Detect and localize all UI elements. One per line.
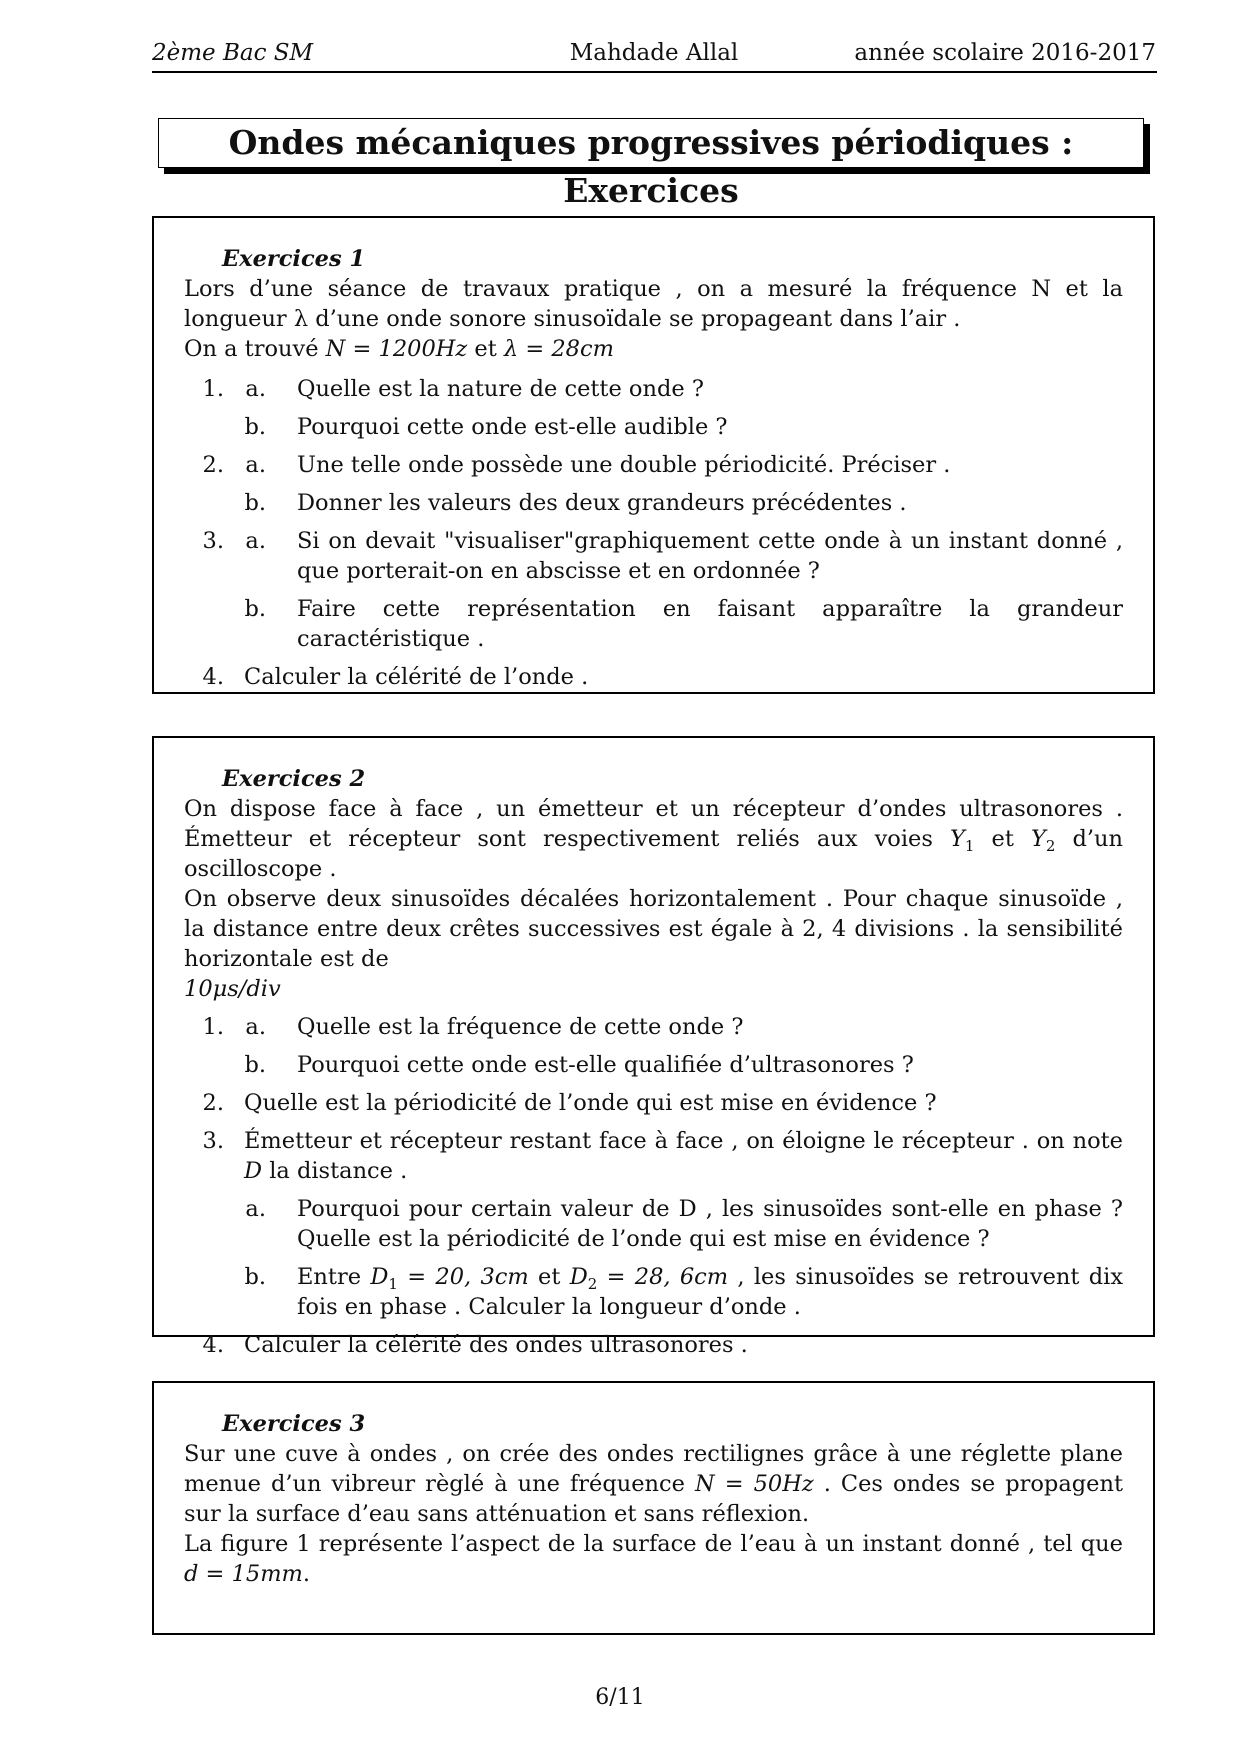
question-number: 2.	[202, 452, 224, 478]
sub-question-label: a.	[245, 452, 266, 478]
question-2b	[184, 488, 1123, 518]
exercise-3-figure-description	[184, 1529, 1123, 1589]
question-text-part: Émetteur et récepteur restant face à face , on éloigne le récepteur . on note	[244, 1128, 1123, 1154]
distance-d1-index: 1	[388, 1275, 398, 1293]
question-2	[184, 1088, 1123, 1118]
channel-y2-index: 2	[1045, 837, 1056, 855]
question-4	[184, 662, 1123, 692]
question-text-part: , les sinusoïdes se retrouvent dix fois en phase . Calculer la longueur d’onde .	[297, 1264, 1124, 1320]
distance-symbol: D	[244, 1158, 263, 1184]
sub-question-label: b.	[244, 414, 266, 440]
exercise-3-box	[152, 1381, 1155, 1635]
sub-question-label: a.	[245, 376, 266, 402]
wavelength-value: λ = 28cm	[503, 336, 614, 362]
question-text-part: la distance .	[262, 1158, 408, 1184]
question-number: 2.	[202, 1090, 224, 1116]
intro-end: d’un oscilloscope .	[184, 826, 1123, 882]
question-3a	[184, 1194, 1123, 1254]
header-rule	[152, 71, 1157, 73]
exercise-2-box	[152, 736, 1155, 1358]
channel-y1-index: 1	[964, 837, 975, 855]
question-1a	[184, 1012, 1123, 1042]
exercise-2-intro	[184, 794, 1123, 884]
header-year: année scolaire 2016-2017	[854, 40, 1156, 66]
question-text: Pourquoi pour certain valeur de D , les sinusoïdes sont-elle en phase ? Quelle est la périodicité de l’onde qui est mise en évidence ?	[297, 1196, 1123, 1252]
question-text: Pourquoi cette onde est-elle audible ?	[297, 414, 728, 440]
channel-y2: Y	[1030, 826, 1046, 852]
distance-d2: D	[569, 1264, 588, 1290]
question-text	[297, 1262, 1123, 1322]
question-number: 1.	[202, 376, 224, 402]
intro-end: . Ces ondes se propagent sur la surface d’eau sans atténuation et sans réflexion.	[184, 1471, 1123, 1527]
question-2a	[184, 450, 1123, 480]
question-text-part: Entre	[297, 1264, 371, 1290]
question-text	[244, 1126, 1123, 1186]
figure-text: La figure 1 représente l’aspect de la surface de l’eau à un instant donné , tel que	[184, 1531, 1123, 1557]
question-text: Pourquoi cette onde est-elle qualifiée d’ultrasonores ?	[297, 1052, 914, 1078]
question-text: Faire cette représentation en faisant apparaître la grandeur caractéristique .	[297, 596, 1123, 652]
frequency-value: N = 1200Hz	[325, 336, 468, 362]
question-number: 4.	[202, 1332, 224, 1358]
sub-question-label: b.	[244, 490, 266, 516]
exercise-2-heading: Exercices 2	[222, 766, 366, 792]
values-and: et	[467, 336, 504, 362]
sub-question-label: a.	[245, 1196, 266, 1222]
question-text: Une telle onde possède une double périodicité. Préciser .	[297, 452, 951, 478]
header-class: 2ème Bac SM	[152, 40, 314, 66]
distance-d1: D	[370, 1264, 389, 1290]
page-number: 6/11	[595, 1685, 645, 1710]
question-text: Calculer la célérité des ondes ultrasonores .	[244, 1332, 748, 1358]
exercise-1-box	[152, 216, 1155, 694]
values-prefix: On a trouvé	[184, 336, 326, 362]
exercise-1-values	[184, 334, 1123, 364]
distance-d2-index: 2	[587, 1275, 598, 1293]
question-text: Calculer la célérité de l’onde .	[244, 664, 589, 690]
question-4	[184, 1330, 1123, 1360]
sub-question-label: b.	[244, 1052, 266, 1078]
question-1b	[184, 412, 1123, 442]
frequency-value: N = 50Hz	[695, 1471, 814, 1497]
sub-question-label: a.	[245, 528, 266, 554]
header-author: Mahdade Allal	[569, 40, 739, 66]
question-text: Quelle est la fréquence de cette onde ?	[297, 1014, 744, 1040]
question-3b	[184, 594, 1123, 654]
intro-text: On dispose face à face , un émetteur et un récepteur d’ondes ultrasonores . Émetteur et récepteur sont respectivement reliés aux voies	[184, 796, 1123, 852]
exercise-3-intro	[184, 1439, 1123, 1529]
intro-text: Sur une cuve à ondes , on crée des ondes rectilignes grâce à une réglette plane menue d’un vibreur règlé à une fréquence	[184, 1441, 1123, 1497]
sub-question-label: b.	[244, 1264, 266, 1290]
question-number: 3.	[202, 528, 224, 554]
channel-y1: Y	[950, 826, 965, 852]
exercise-2-observation: On observe deux sinusoïdes décalées horizontalement . Pour chaque sinusoïde , la distance entre deux crêtes successives est égale à 2, 4 divisions . la sensibilité horizontale est de	[184, 886, 1123, 972]
figure-text-end: .	[302, 1561, 311, 1587]
question-text: Si on devait "visualiser"graphiquement cette onde à un instant donné , que porterait-on en abscisse et en ordonnée ?	[297, 528, 1123, 584]
exercise-1-intro: Lors d’une séance de travaux pratique , on a mesuré la fréquence N et la longueur λ d’une onde sonore sinusoïdale se propageant dans l’air .	[184, 276, 1123, 332]
question-number: 3.	[202, 1128, 224, 1154]
intro-and: et	[974, 826, 1031, 852]
page-title: Ondes mécaniques progressives périodiques : Exercices	[158, 118, 1144, 168]
distance-d2-value: = 28, 6cm	[597, 1264, 729, 1290]
page-header	[152, 40, 1156, 70]
question-text: Quelle est la périodicité de l’onde qui est mise en évidence ?	[244, 1090, 937, 1116]
question-text: Donner les valeurs des deux grandeurs précédentes .	[297, 490, 907, 516]
question-text: Quelle est la nature de cette onde ?	[297, 376, 704, 402]
horizontal-sensitivity: 10μs/div	[184, 976, 281, 1002]
sub-question-label: b.	[244, 596, 266, 622]
exercise-1-heading: Exercices 1	[222, 246, 366, 272]
distance-d1-value: = 20, 3cm	[397, 1264, 529, 1290]
question-1b	[184, 1050, 1123, 1080]
question-3	[184, 1126, 1123, 1186]
question-1a	[184, 374, 1123, 404]
exercise-3-heading: Exercices 3	[222, 1411, 366, 1437]
question-3b	[184, 1262, 1123, 1322]
question-number: 4.	[202, 664, 224, 690]
distance-value: d = 15mm	[184, 1561, 303, 1587]
sub-question-label: a.	[245, 1014, 266, 1040]
question-3a	[184, 526, 1123, 586]
question-number: 1.	[202, 1014, 224, 1040]
question-text-part: et	[528, 1264, 570, 1290]
